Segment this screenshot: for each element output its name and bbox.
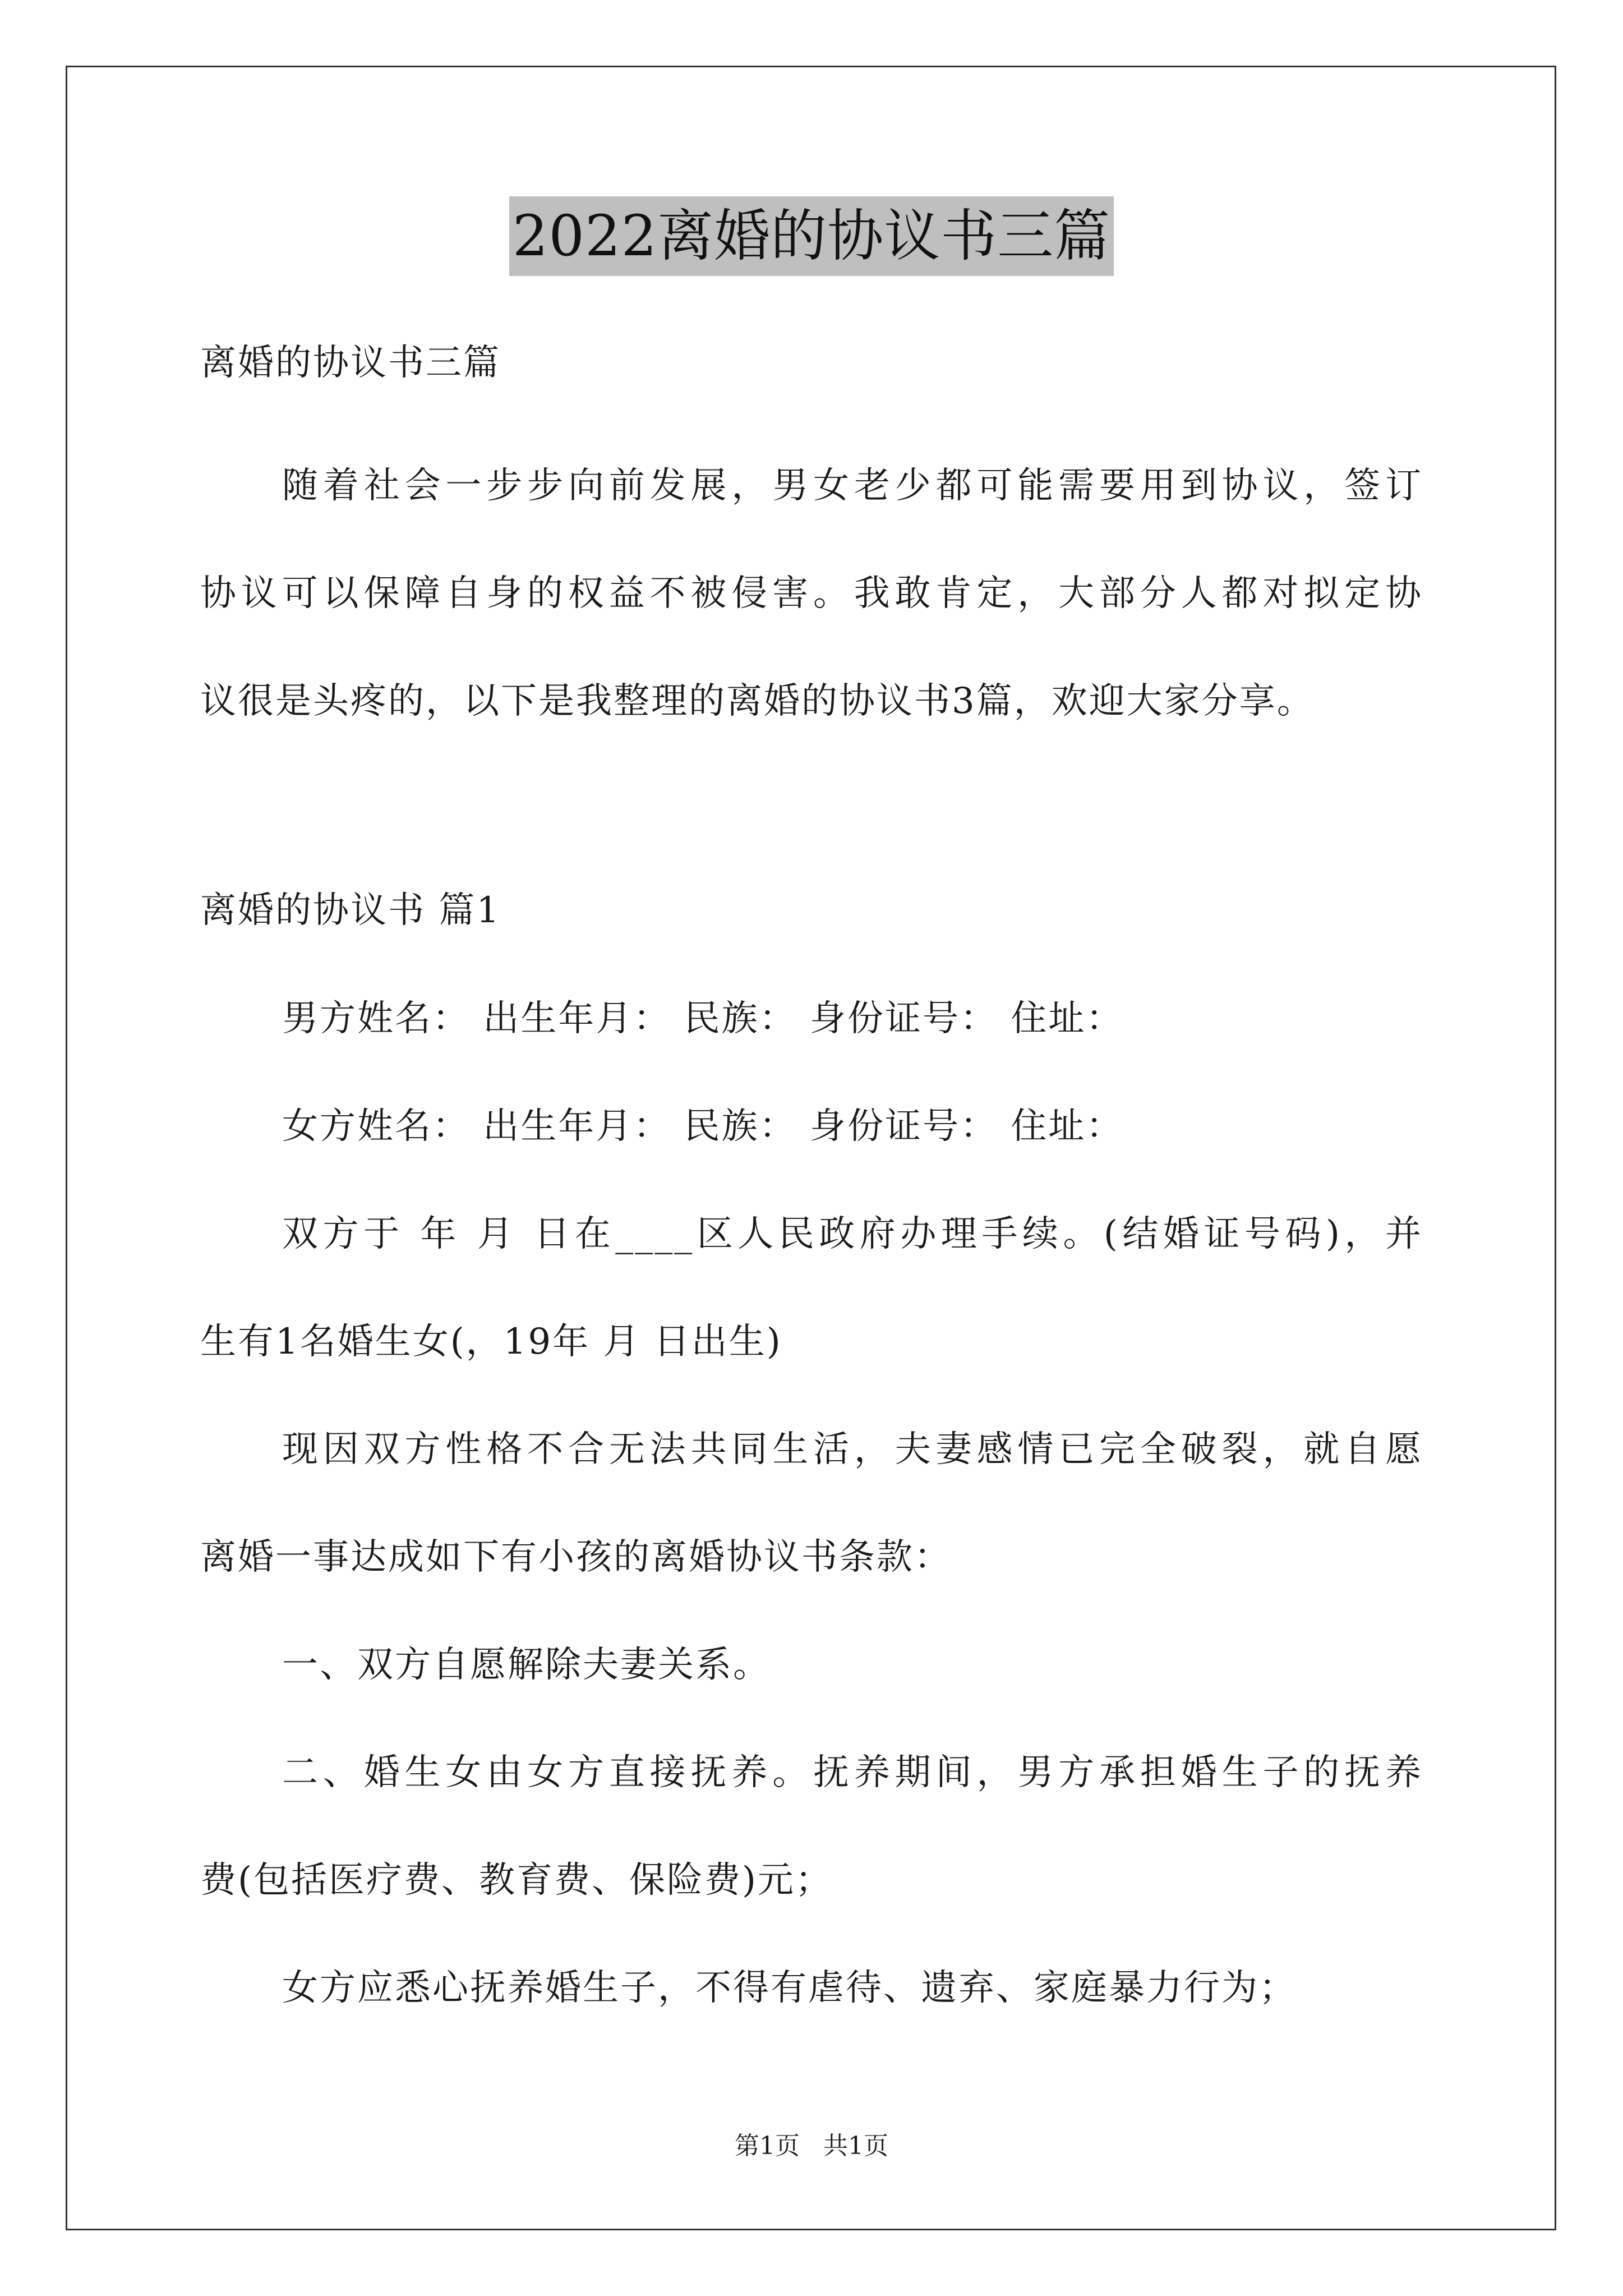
registration-paragraph-line-2: 生有1名婚生女(，19年 月 日出生) xyxy=(200,1321,782,1363)
clause-2-line-2: 费(包括医疗费、教育费、保险费)元； xyxy=(200,1860,833,1901)
clause-2-line-1: 二、婚生女由女方直接抚养。抚养期间，男方承担婚生子的抚养 xyxy=(282,1752,1423,1793)
clause-1-line: 一、双方自愿解除夫妻关系。 xyxy=(282,1644,771,1686)
page-number-footer: 第1页 共1页 xyxy=(735,2132,888,2160)
reason-paragraph-line-2: 离婚一事达成如下有小孩的离婚协议书条款： xyxy=(200,1536,952,1578)
intro-paragraph-line-2: 协议可以保障自身的权益不被侵害。我敢肯定，大部分人都对拟定协 xyxy=(200,573,1423,614)
title-container xyxy=(0,196,1623,276)
wife-info-line: 女方姓名： 出生年月： 民族： 身份证号： 住址： xyxy=(282,1106,1124,1147)
reason-paragraph-line-1: 现因双方性格不合无法共同生活，夫妻感情已完全破裂，就自愿 xyxy=(282,1429,1423,1470)
intro-paragraph-line-1: 随着社会一步步向前发展，男女老少都可能需要用到协议，签订 xyxy=(282,465,1423,507)
husband-info-line: 男方姓名： 出生年月： 民族： 身份证号： 住址： xyxy=(282,998,1124,1039)
subtitle-line: 离婚的协议书三篇 xyxy=(200,342,501,384)
clause-2-line-3: 女方应悉心抚养婚生子，不得有虐待、遗弃、家庭暴力行为； xyxy=(282,1967,1297,2009)
document-title: 2022离婚的协议书三篇 xyxy=(509,196,1114,276)
section-heading: 离婚的协议书 篇1 xyxy=(200,890,501,931)
intro-paragraph-line-3: 议很是头疼的，以下是我整理的离婚的协议书3篇，欢迎大家分享。 xyxy=(200,680,1315,722)
registration-paragraph-line-1: 双方于 年 月 日在____区人民政府办理手续。(结婚证号码)，并 xyxy=(282,1213,1423,1255)
